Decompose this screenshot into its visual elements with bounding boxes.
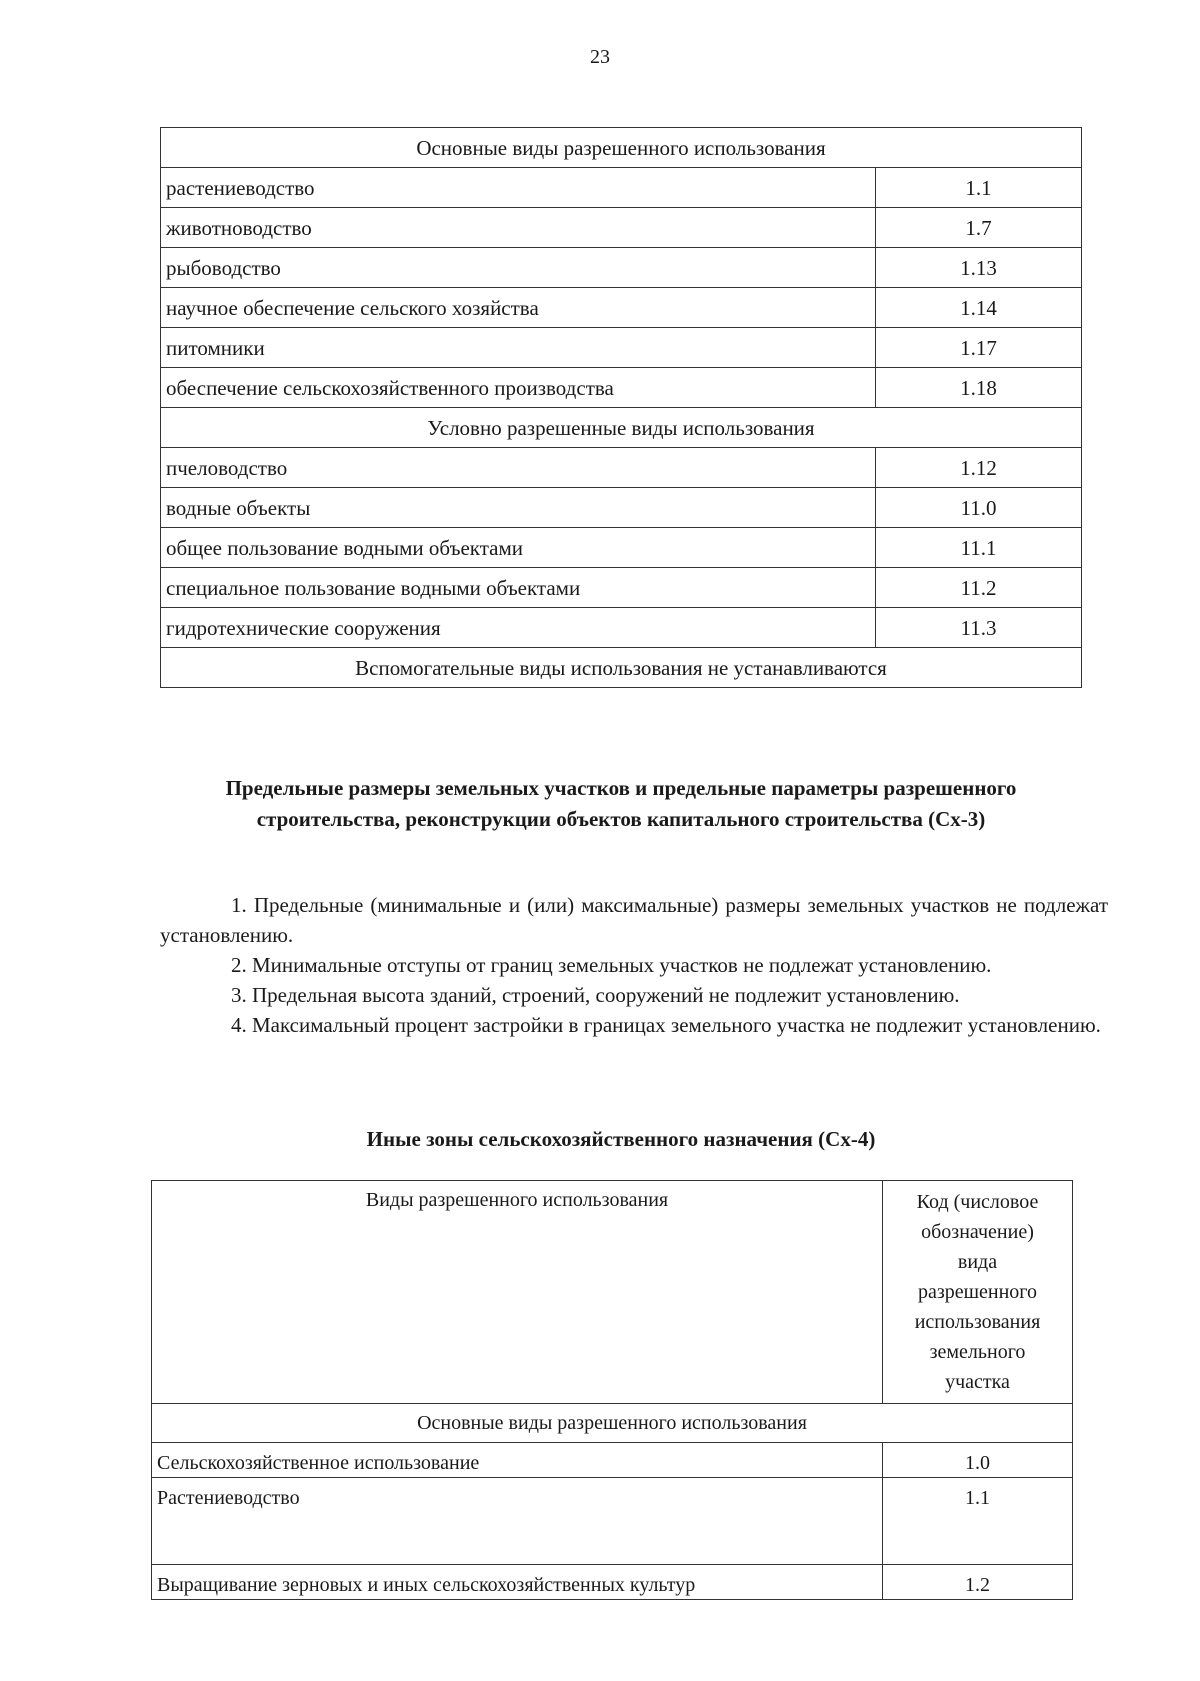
paragraph: 3. Предельная высота зданий, строений, сооружений не подлежит установлению. — [231, 983, 960, 1007]
header-use-type: Виды разрешенного использования — [152, 1181, 883, 1404]
section-row — [161, 128, 1082, 168]
table-row — [161, 488, 1082, 528]
land-use-table-sx4 — [151, 1180, 1073, 1600]
paragraph: 1. Предельные (минимальные и (или) максимальные) размеры земельных участков не подлежат установлению. — [160, 893, 1108, 947]
use-code: 1.13 — [876, 248, 1082, 288]
use-code: 11.3 — [876, 608, 1082, 648]
use-code: 1.0 — [883, 1443, 1073, 1478]
zone-heading: Иные зоны сельскохозяйственного назначения (Сх-4) — [366, 1127, 876, 1151]
use-name: растениеводство — [161, 168, 876, 208]
table-row — [161, 608, 1082, 648]
section-row — [161, 648, 1082, 688]
use-name: специальное пользование водными объектами — [161, 568, 876, 608]
section-row — [161, 408, 1082, 448]
section-title: Вспомогательные виды использования не устанавливаются — [161, 648, 1082, 688]
table-row — [152, 1443, 1073, 1478]
table-row — [152, 1565, 1073, 1600]
section-title: Условно разрешенные виды использования — [161, 408, 1082, 448]
use-code: 1.17 — [876, 328, 1082, 368]
use-name: водные объекты — [161, 488, 876, 528]
use-name: животноводство — [161, 208, 876, 248]
use-name: гидротехнические сооружения — [161, 608, 876, 648]
use-code: 1.1 — [883, 1478, 1073, 1565]
page-number: 23 — [590, 46, 610, 68]
use-code: 11.0 — [876, 488, 1082, 528]
use-code: 1.7 — [876, 208, 1082, 248]
limits-paragraphs — [160, 890, 1108, 1040]
use-name: пчеловодство — [161, 448, 876, 488]
use-code: 1.1 — [876, 168, 1082, 208]
use-name: Сельскохозяйственное использование — [152, 1443, 883, 1478]
use-code: 11.2 — [876, 568, 1082, 608]
use-name: научное обеспечение сельского хозяйства — [161, 288, 876, 328]
use-name: Растениеводство — [152, 1478, 883, 1565]
header-code: Код (числовое обозначение) вида разрешенного использования земельного участка — [883, 1181, 1073, 1404]
land-use-table-sx3 — [160, 127, 1082, 688]
table-row — [161, 528, 1082, 568]
table-row — [161, 208, 1082, 248]
use-name: Выращивание зерновых и иных сельскохозяйственных культур — [152, 1565, 883, 1600]
use-code: 1.18 — [876, 368, 1082, 408]
table-row — [161, 248, 1082, 288]
paragraph: 4. Максимальный процент застройки в границах земельного участка не подлежит установлению. — [231, 1013, 1101, 1037]
limits-heading: Предельные размеры земельных участков и предельные параметры разрешенного строительства, реконструкции объектов капитального строительства (Сх-3) — [225, 776, 1017, 831]
table-row — [161, 328, 1082, 368]
use-name: питомники — [161, 328, 876, 368]
table-row — [161, 288, 1082, 328]
table-row — [161, 448, 1082, 488]
use-code: 1.12 — [876, 448, 1082, 488]
header-row — [152, 1181, 1073, 1404]
table-row — [161, 168, 1082, 208]
table-row — [161, 368, 1082, 408]
use-code: 1.2 — [883, 1565, 1073, 1600]
section-row — [152, 1404, 1073, 1443]
use-name: рыбоводство — [161, 248, 876, 288]
paragraph: 2. Минимальные отступы от границ земельных участков не подлежат установлению. — [231, 953, 992, 977]
use-name: общее пользование водными объектами — [161, 528, 876, 568]
use-code: 11.1 — [876, 528, 1082, 568]
use-name: обеспечение сельскохозяйственного производства — [161, 368, 876, 408]
use-code: 1.14 — [876, 288, 1082, 328]
table-row — [161, 568, 1082, 608]
table-row — [152, 1478, 1073, 1565]
section-title: Основные виды разрешенного использования — [161, 128, 1082, 168]
section-title: Основные виды разрешенного использования — [152, 1404, 1073, 1443]
